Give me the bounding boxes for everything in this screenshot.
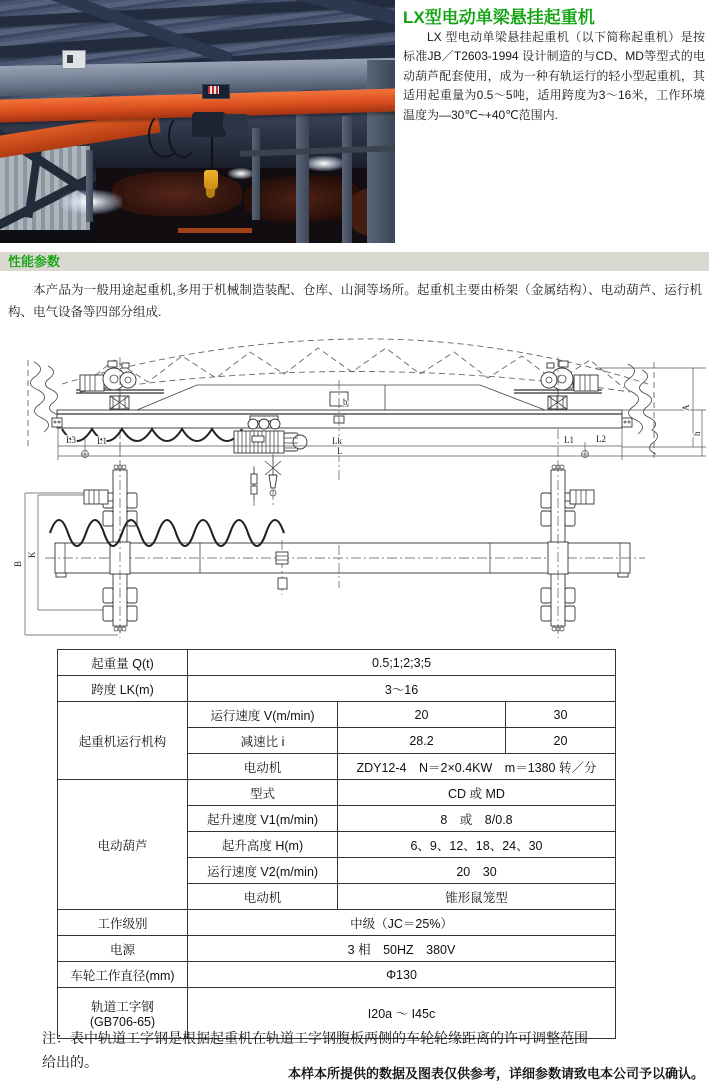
crane-photo <box>0 0 395 243</box>
spec-value-power: 3 相 50HZ 380V <box>188 936 616 962</box>
spec-label-wheel: 车轮工作直径(mm) <box>58 962 188 988</box>
steel-column <box>86 150 93 222</box>
spec-label-span: 跨度 LK(m) <box>58 676 188 702</box>
spec-label-duty: 工作级别 <box>58 910 188 936</box>
table-row <box>58 910 616 936</box>
spec-value-duty: 中级（JC＝25%） <box>188 910 616 936</box>
hook-block <box>204 170 218 190</box>
plan-view <box>13 462 645 638</box>
dim-label-lk: Lk <box>332 436 342 446</box>
spec-label-ratio: 减速比 i <box>188 728 338 754</box>
intro-paragraph: LX 型电动单梁悬挂起重机（以下简称起重机）是按标准JB／T2603-1994 设计制造的与CD、MD等型式的电动葫芦配套使用，成为一种有轨运行的轻小型起重机，其适用起重量为0.5～5吨，适用跨度为3～16米，工作环境温度为—30℃~+40℃范围内. <box>403 30 705 122</box>
section-banner: 性能参数 <box>0 252 709 271</box>
spec-value-travel-speed-1: 20 <box>338 702 506 728</box>
table-row <box>58 936 616 962</box>
table-row <box>58 780 616 806</box>
dim-label-l1-left: L1 <box>97 436 107 446</box>
wall-hatch-left <box>28 360 62 448</box>
spec-value-lift-speed: 8 或 8/0.8 <box>338 806 616 832</box>
hook-tip <box>206 189 215 198</box>
festoon-elevation <box>62 429 242 441</box>
spec-label-model: 型式 <box>188 780 338 806</box>
table-footnote: 注：表中轨道工字钢是根据起重机在轨道工字钢腹板两侧的车轮轮缘距离的许可调整范围给出的。 <box>42 1030 588 1071</box>
hook-detail-views <box>251 454 281 508</box>
spec-value-wheel: Φ130 <box>188 962 616 988</box>
technical-drawing <box>0 330 709 648</box>
spec-label-rail-line1: 轨道工字钢 <box>91 1000 154 1014</box>
floor-glow <box>178 228 252 233</box>
spec-value-span: 3～16 <box>188 676 616 702</box>
spec-value-q: 0.5;1;2;3;5 <box>188 650 616 676</box>
spec-value-ratio-2: 20 <box>506 728 616 754</box>
table-row <box>58 676 616 702</box>
spec-value-travel-speed-2: 30 <box>506 702 616 728</box>
wall-hatch-right <box>624 362 657 460</box>
spec-label-q: 起重量 Q(t) <box>58 650 188 676</box>
spec-label-lift-height: 起升高度 H(m) <box>188 832 338 858</box>
spec-value-rail: I20a ～ I45c <box>188 988 616 1039</box>
spec-value-hoist-motor: 锥形鼠笼型 <box>338 884 616 910</box>
page-title: LX型电动单梁悬挂起重机 <box>403 8 595 27</box>
trolley-marker <box>208 86 219 94</box>
hoist-motor <box>223 114 248 131</box>
hoist-rope <box>211 137 213 173</box>
festoon-cable <box>168 114 198 158</box>
dim-label-l: L <box>337 446 343 456</box>
workshop-light <box>303 156 345 171</box>
spec-label-travel-speed: 运行速度 V(m/min) <box>188 702 338 728</box>
dim-label-l2: L2 <box>596 434 606 444</box>
table-row <box>58 702 616 728</box>
spec-label-power: 电源 <box>58 936 188 962</box>
dim-label-l3: L3 <box>66 435 76 445</box>
dim-label-h: h <box>692 431 702 436</box>
dim-label-K: K <box>27 551 37 558</box>
table-row <box>58 962 616 988</box>
spec-label-rail-line2: (GB706-65) <box>89 1015 156 1029</box>
steel-column <box>252 128 260 220</box>
material-pile <box>112 172 242 216</box>
spec-value-model: CD 或 MD <box>338 780 616 806</box>
table-row <box>58 650 616 676</box>
workshop-light <box>228 168 254 179</box>
spec-group-travel: 起重机运行机构 <box>58 702 188 780</box>
festoon-plan <box>50 520 284 546</box>
dim-label-l1-right: L1 <box>564 435 574 445</box>
junction-box <box>62 50 86 69</box>
spec-value-travel-motor: ZDY12-4 N＝2×0.4KW m＝1380 转／分 <box>338 754 616 780</box>
steel-column <box>342 116 352 243</box>
dim-label-b-small: b <box>343 397 348 407</box>
spec-value-lift-height: 6、9、12、18、24、30 <box>338 832 616 858</box>
steel-column <box>296 108 309 243</box>
spec-label-hoist-motor: 电动机 <box>188 884 338 910</box>
spec-value-run-speed: 20 30 <box>338 858 616 884</box>
spec-label-lift-speed: 起升速度 V1(m/min) <box>188 806 338 832</box>
section-description: 本产品为一般用途起重机,多用于机械制造装配、仓库、山洞等场所。起重机主要由桥架（金属结构）、电动葫芦、运行机构、电气设备等四部分组成. <box>8 283 702 319</box>
spec-label-travel-motor: 电动机 <box>188 754 338 780</box>
dim-label-a: A <box>681 404 691 411</box>
spec-group-hoist: 电动葫芦 <box>58 780 188 910</box>
spec-value-ratio-1: 28.2 <box>338 728 506 754</box>
dim-label-B: B <box>13 560 23 567</box>
disclaimer-note: 本样本所提供的数据及图表仅供参考，详细参数请致电本公司予以确认。 <box>287 1066 704 1081</box>
spec-label-run-speed: 运行速度 V2(m/min) <box>188 858 338 884</box>
spec-table <box>57 649 616 1039</box>
bridge-elevation <box>52 380 632 480</box>
